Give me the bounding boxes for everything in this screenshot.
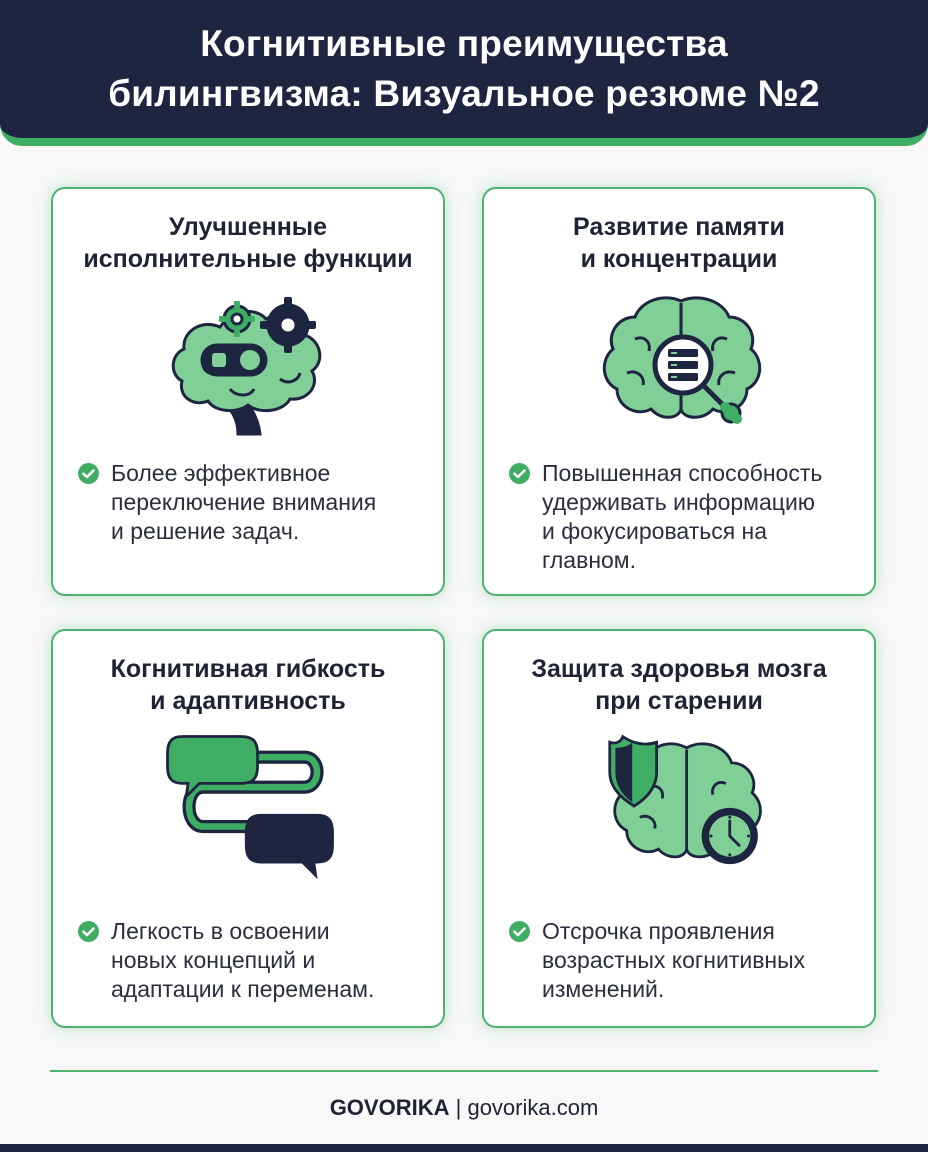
footer-divider: [50, 1070, 878, 1072]
page-title-line-2: билингвизма: Визуальное резюме №2: [108, 73, 820, 114]
footer: [0, 1095, 928, 1121]
card-text-line: Более эффективное: [111, 460, 331, 486]
bottom-bar: [0, 1144, 928, 1152]
check-icon: [509, 921, 530, 942]
card-text-line: и фокусироваться на: [542, 518, 768, 544]
card-title-line-2: и концентрации: [580, 245, 778, 273]
card-title: [484, 211, 874, 275]
page-title-line-1: Когнитивные преимущества: [200, 23, 728, 64]
card-description: [111, 917, 423, 1004]
card-text-line: главном.: [542, 547, 637, 573]
card-title: [53, 653, 443, 717]
check-icon: [78, 463, 99, 484]
brain-magnifier-icon: [591, 289, 771, 439]
card-title-line-1: Улучшенные: [168, 213, 328, 241]
card-title-line-1: Защита здоровья мозга: [531, 655, 827, 683]
card-title-line-2: исполнительные функции: [83, 245, 413, 273]
card-title: [484, 653, 874, 717]
card-memory-concentration: [482, 187, 876, 596]
check-icon: [78, 921, 99, 942]
card-title-line-1: Развитие памяти: [573, 213, 785, 241]
check-icon: [509, 463, 530, 484]
footer-separator: |: [455, 1095, 462, 1120]
card-cognitive-flexibility: [51, 629, 445, 1028]
card-description: [111, 459, 423, 546]
footer-brand: GOVORIKA: [329, 1095, 450, 1120]
card-title-line-1: Когнитивная гибкость: [110, 655, 386, 683]
card-description: [542, 917, 854, 1004]
brain-shield-clock-icon: [591, 731, 771, 881]
card-text-line: новых концепций и: [111, 947, 316, 973]
card-text-line: возрастных когнитивных: [542, 947, 806, 973]
card-text-line: изменений.: [542, 976, 665, 1002]
connected-speech-bubbles-icon: [160, 729, 340, 879]
card-text-line: Повышенная способность: [542, 460, 823, 486]
card-text-line: удерживать информацию: [542, 489, 816, 515]
card-brain-health: [482, 629, 876, 1028]
footer-url-link[interactable]: govorika.com: [467, 1095, 599, 1120]
card-text-line: и решение задач.: [111, 518, 300, 544]
card-title: [53, 211, 443, 275]
card-title-line-2: и адаптивность: [150, 687, 346, 715]
card-text-line: адаптации к переменам.: [111, 976, 375, 1002]
card-text-line: переключение внимания: [111, 489, 377, 515]
card-title-line-2: при старении: [595, 687, 763, 715]
card-text-line: Легкость в освоении: [111, 918, 330, 944]
card-description: [542, 459, 854, 575]
brain-gears-switch-icon: [160, 289, 340, 439]
card-executive-functions: [51, 187, 445, 596]
header-banner: [0, 0, 928, 146]
card-text-line: Отсрочка проявления: [542, 918, 775, 944]
